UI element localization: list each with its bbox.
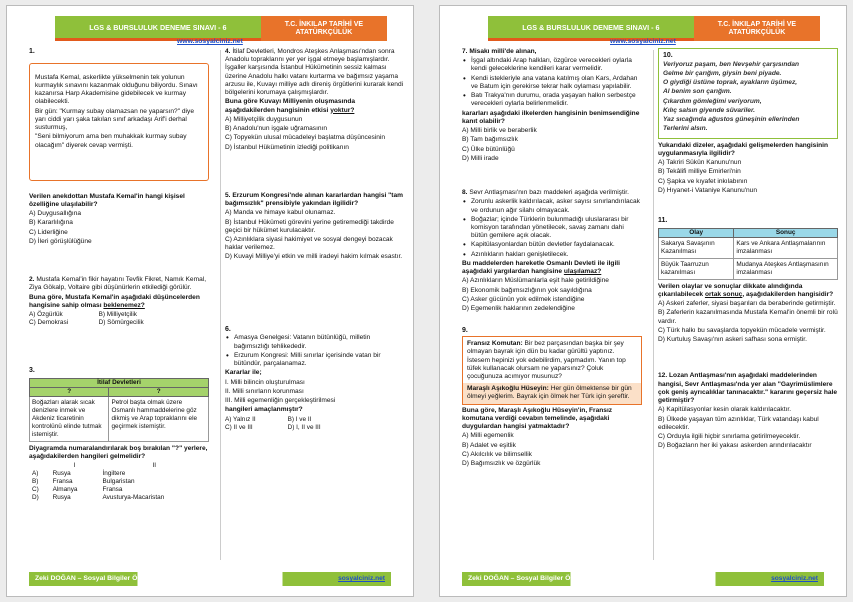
option-table: [29, 462, 209, 502]
exam-page-2: [439, 5, 847, 597]
option-a[interactable]: A) Rusya İngiltere: [32, 470, 126, 478]
poem-line: Yaz sıcağında ağustos güneşinin ellerinden: [663, 116, 800, 124]
table-cell-2: Petrol başta olmak üzere Osmanlı hammaddelerine göz dikmiş ve Arap topraklarını ele geçirmek istemiştir.: [109, 396, 209, 441]
option-b[interactable]: B) Milliyetçilik: [98, 311, 137, 319]
footer-site-link[interactable]: sosyalciniz.net: [338, 574, 385, 582]
option-d[interactable]: D) Bağımsızlık ve özgürlük: [462, 460, 541, 468]
exam-subject: T.C. İNKILAP TARİHİ VE ATATÜRKÇÜLÜK: [694, 16, 820, 41]
option-d[interactable]: D) Kuvayi Milliye'yi etkin ve milli iradeyi hakim kılmak esastır.: [225, 253, 403, 261]
question-stem: Erzurum Kongresi'nde alınan kararlardan hangisi "tam bağımsızlık" prensibiyle yakından ilgilidir?: [225, 191, 404, 208]
question-stem: Yukarıdaki dizeler, aşağıdaki gelişmelerden hangisinin uygulanmasıyla ilgilidir?: [658, 141, 829, 157]
events-table: [658, 228, 838, 280]
item-i: I. Milli bilincin oluşturulması: [225, 378, 305, 386]
anecdote-text-2: Bir gün: "Kurmay subay olamazsan ne yaparsın?" diye yarı ciddi yarı şaka takılan sınıf arkadaşı Arif'i derhal susturmuş,: [35, 107, 194, 132]
question-stem: Buna göre Kuvayı Milliyenin oluşmasında aşağıdakilerden hangisinin etkisi: [225, 98, 356, 114]
option-grid: [225, 416, 355, 432]
question-emphasis: ortak sonuç: [704, 291, 743, 299]
question-1: [29, 48, 209, 246]
question-9: [462, 327, 642, 468]
bullet-item: • Erzurum Kongresi: Milli sınırlar içerisinde vatan bir bütündür, parçalanamaz.: [225, 352, 405, 368]
question-number: 12.: [658, 372, 668, 380]
option-a[interactable]: A) Milli egemenlik: [462, 432, 514, 440]
option-d[interactable]: D) Boğazların her iki yakası askerden arındırılacaktır: [658, 442, 812, 450]
exam-title: LGS & BURSLULUK DENEME SINAVI - 6: [55, 16, 261, 41]
question-2: [29, 276, 209, 327]
footer-author: Zeki DOĞAN – Sosyal Bilgiler Öğretmeni: [468, 574, 600, 582]
question-number: 11.: [658, 217, 668, 225]
option-c[interactable]: C) Şapka ve kıyafet inkılabının: [658, 177, 748, 185]
table-header-2: ?: [109, 387, 209, 396]
question-5: [225, 192, 405, 262]
bullet-item: • Boğazlar; içinde Türklerin bulunmadığı uluslararası bir komisyon tarafından yönetilecek, savaş zamanı dahi bütün gemilere açık olacak.: [462, 216, 642, 241]
option-b[interactable]: B) Adalet ve eşitlik: [462, 441, 516, 449]
question-stem: kararları aşağıdaki ilkelerden hangisinin benimsendiğine kanıt olabilir?: [462, 109, 640, 125]
option-c[interactable]: C) Asker gücünün yok edilmek istendiğine: [462, 295, 585, 303]
option-a[interactable]: A) Duygusallığına: [29, 210, 82, 218]
table-cell: Kars ve Ankara Antlaşmalarının imzalanması: [734, 237, 838, 258]
question-stem-end: , aşağıdakilerden hangisidir?: [742, 291, 834, 299]
poem-line: O giydiği üstüne toprak, ayakların üşümez,: [663, 79, 798, 87]
site-link[interactable]: www.sosyalciniz.net: [610, 38, 676, 45]
question-intro: Kararlar ile;: [225, 369, 262, 377]
question-3: [29, 367, 209, 502]
question-12: [658, 372, 838, 450]
question-8: [462, 189, 642, 313]
question-emphasis: ulaşılamaz?: [563, 268, 602, 276]
question-emphasis: beklenemez?: [103, 301, 145, 309]
option-a[interactable]: A) Takriri Sükûn Kanunu'nun: [658, 159, 742, 167]
footer-site-link[interactable]: sosyalciniz.net: [771, 574, 818, 582]
question-4: [225, 48, 405, 152]
option-c[interactable]: C) Topyekün ulusal mücadeleyi başlatma düşüncesinin: [225, 134, 386, 142]
option-a[interactable]: A) Yalnız II: [225, 415, 256, 423]
column-divider: [220, 50, 221, 560]
footer-author: Zeki DOĞAN – Sosyal Bilgiler Öğretmeni: [35, 574, 167, 582]
option-d[interactable]: D) Hıyanet-i Vataniye Kanunu'nun: [658, 186, 758, 194]
speaker-2: Maraşlı Aşıkoğlu Hüseyin:: [467, 385, 549, 393]
option-a[interactable]: A) Milli birlik ve beraberlik: [462, 127, 537, 135]
option-c[interactable]: C) Almanya Fransa: [32, 486, 123, 494]
option-c[interactable]: C) Türk halkı bu savaşlarda topyekün mücadele vermiştir.: [658, 326, 826, 334]
bullet-item: • Amasya Genelgesi: Vatanın bütünlüğü, milletin bağımsızlığı tehlikededir.: [225, 334, 405, 350]
option-d[interactable]: D) Rusya Avusturya-Macaristan: [32, 494, 165, 502]
question-11: [658, 217, 838, 344]
dialogue-box: [462, 336, 642, 405]
option-c[interactable]: C) Akılcılık ve bilimsellik: [462, 450, 532, 458]
question-emphasis: yoktur?: [330, 106, 355, 114]
question-10: [658, 48, 838, 195]
poem-line: Veriyoruz paşam, ben Nevşehir çarşısından: [663, 60, 800, 68]
anecdote-box: [29, 63, 209, 181]
option-c[interactable]: C) Demokrasi: [29, 319, 69, 327]
option-a[interactable]: A) Özgürlük: [29, 311, 63, 319]
question-number: 2.: [29, 276, 35, 284]
bullet-item: • Zorunlu askerlik kaldırılacak, asker sayısı sınırlandırılacak ve ordunun ağır silahı olmayacak.: [462, 198, 642, 214]
option-b[interactable]: B) Fransa Bulgaristan: [32, 478, 135, 486]
question-title: Misakı milli'de alınan,: [469, 48, 537, 55]
option-a[interactable]: A) Manda ve himaye kabul olunamaz.: [225, 209, 336, 217]
site-link[interactable]: www.sosyalciniz.net: [177, 38, 243, 45]
option-d[interactable]: D) Sömürgecilik: [98, 319, 144, 327]
option-a[interactable]: A) Kapitülasyonlar kesin olarak kaldırılacaktır.: [658, 406, 792, 414]
question-number: 3.: [29, 367, 35, 375]
question-7: [462, 48, 642, 163]
option-c[interactable]: C) Liderliğine: [29, 228, 68, 236]
question-stem: Bu maddelerden hareketle Osmanlı Devleti ile ilgili aşağıdaki yargılardan hangisine: [462, 259, 620, 276]
option-list: [29, 210, 209, 246]
bullet-item: • Azınlıkların hakları genişletilecek.: [462, 251, 642, 259]
question-text: Mustafa Kemal'in fikir hayatını Tevfik Fikret, Namık Kemal, Ziya Gökalp, Voltaire gibi düşünürlerin etkilediği görülür.: [29, 276, 207, 292]
table-cell: Sakarya Savaşının Kazanılması: [659, 237, 734, 258]
question-number: 9.: [462, 327, 468, 335]
exam-page-1: [6, 5, 414, 597]
question-text: Sevr Antlaşması'nın bazı maddeleri aşağıda verilmiştir.: [469, 189, 629, 197]
poem-line: Gelme bir çarığım, giysin beni piyade.: [663, 69, 782, 77]
exam-title: LGS & BURSLULUK DENEME SINAVI - 6: [488, 16, 694, 41]
option-a[interactable]: A) Milliyetçilik duygusunun: [225, 115, 303, 123]
question-stem: Verilen olaylar ve sonuçlar dikkate alındığında çıkarılabilecek: [658, 282, 803, 299]
item-ii: II. Milli sınırların korunması: [225, 387, 304, 395]
option-d[interactable]: D) İleri görüşlülüğüne: [29, 237, 92, 245]
question-number: 7.: [462, 48, 468, 55]
option-d[interactable]: D) I, II ve III: [287, 423, 321, 431]
question-number: 8.: [462, 189, 468, 197]
anecdote-text: Mustafa Kemal, askerlikte yükselmenin tek yolunun kurmaylık sınavını kazanmak olduğunu biliyordu. Sınavı kazanırsa Harp Akademisine gidebilecek ve kurmay olabilecekti.: [35, 73, 198, 106]
question-stem: Diyagramda numaralandırılarak boş bırakılan "?" yerlere, aşağıdakilerden hangileri gelmelidir?: [29, 444, 208, 461]
option-b[interactable]: B) I ve II: [287, 415, 312, 423]
option-b[interactable]: B) İstanbul Hükümeti görevini yerine getiremediği takdirde geçici bir hükümet kurulacaktır.: [225, 218, 394, 234]
table-header-event: Olay: [659, 228, 734, 237]
option-c[interactable]: C) II ve III: [225, 423, 253, 431]
option-c[interactable]: C) Orduyla ilgili hiçbir sınırlama getirilmeyecektir.: [658, 433, 801, 441]
option-c[interactable]: C) Azınlıklara siyasi hakimiyet ve sosyal dengeyi bozacak haklar verilemez.: [225, 235, 393, 252]
option-b[interactable]: B) Zaferlerin kazanılmasında Mustafa Kemal'in önemli bir rolü vardır.: [658, 309, 838, 325]
question-number: 5.: [225, 191, 231, 199]
column-i: I: [73, 462, 76, 470]
option-d[interactable]: D) İstanbul Hükümetinin izlediği politikanın: [225, 143, 349, 151]
poem-line: Kılıç salsın giyende süvariler.: [663, 106, 755, 114]
question-stem: Verilen anekdottan Mustafa Kemal'in hangi kişisel özelliğine ulaşılabilir?: [29, 192, 185, 208]
option-c[interactable]: C) Ülke bütünlüğü: [462, 145, 515, 153]
bullet-item: • Kapitülasyonlardan bütün devletler faydalanacak.: [462, 241, 642, 249]
exam-subject: T.C. İNKILAP TARİHİ VE ATATÜRKÇÜLÜK: [261, 16, 387, 41]
page-footer: [29, 572, 391, 586]
poem-line: Terlerini alsın.: [663, 125, 708, 133]
bullet-item: • Batı Trakya'nın durumu, orada yaşayan halkın serbestçe verecekleri oylarla belirlenmelidir.: [462, 92, 642, 108]
table-cell: Büyük Taarruzun kazanılması: [659, 258, 734, 279]
table-title: İtilaf Devletleri: [30, 378, 209, 387]
bullet-item: • İşgal altındaki Arap halkları, özgürce verecekleri oylarla kendi geleceklerine kendileri karar vermelidir.: [462, 57, 642, 73]
poem-box: [658, 48, 838, 139]
option-b[interactable]: B) Tekâlifi milliye Emirleri'nin: [658, 168, 741, 176]
entente-table: [29, 378, 209, 442]
question-number: 1.: [29, 48, 35, 55]
question-number: 4.: [225, 48, 231, 55]
speaker-1: Fransız Komutan:: [467, 340, 523, 348]
table-header-result: Sonuç: [734, 228, 838, 237]
question-stem: Buna göre, Mustafa Kemal'in aşağıdaki düşüncelerden hangisine sahip olması: [29, 293, 200, 309]
item-iii: III. Milli egemenliğin gerçekleştirilmesi: [225, 397, 336, 405]
question-stem: Buna göre, Maraşlı Aşıkoğlu Hüseyin'in, Fransız komutana verdiği cevabın temelinde, aşağıdaki duygulardan hangisi yatmaktadır?: [462, 406, 613, 431]
option-d[interactable]: D) Kurtuluş Savaşı'nın askeri safhası sona ermiştir.: [658, 336, 807, 344]
option-b[interactable]: B) Anadolu'nun işgale uğramasının: [225, 125, 328, 133]
question-stem: Lozan Antlaşması'nın aşağıdaki maddelerinden hangisi, Sevr Antlaşması'nda yer alan "Gayrimüslimlere çok geniş ayrıcalıklar tanınacaktır." kararını geçersiz hale getirmiştir?: [658, 372, 838, 405]
poem-line: Çıkardım gömleğimi veriyorum,: [663, 97, 762, 105]
poem-line: Al benim son çarığım.: [663, 88, 732, 96]
left-column: [462, 48, 642, 469]
question-6: [225, 326, 405, 432]
speech-2: Her gün ölmektense bir gün ölmeyi yeğlerim. Bayrak için ölmek her Türk için şereftir.: [467, 385, 632, 401]
right-column: [658, 48, 838, 452]
table-cell-1: Boğazları alarak sıcak denizlere inmek ve Akdeniz ticaretinin kontrolünü elinde tutmak istemiştir.: [30, 396, 109, 441]
option-a[interactable]: A) Azınlıkların Müslümanlarla eşit hale getirildiğine: [462, 277, 609, 285]
option-d[interactable]: D) Milli irade: [462, 154, 499, 162]
option-b[interactable]: B) Ekonomik bağımsızlığının yok sayıldığına: [462, 286, 592, 294]
option-b[interactable]: B) Ülkede yaşayan tüm azınlıklar, Türk vatandaşı kabul edilecektir.: [658, 415, 819, 431]
column-divider: [653, 50, 654, 560]
bullet-item: • Kendi istekleriyle ana vatana katılmış olan Kars, Ardahan ve Batum için gerekirse tekrar halk oylaması yapılabilir.: [462, 75, 642, 91]
option-grid: [29, 311, 179, 327]
anecdote-text-3: "Seni bilmiyorum ama ben muhakkak kurmay subay olacağım" diyerek cevap vermişti.: [35, 133, 187, 149]
right-column: [225, 48, 405, 432]
table-header-1: ?: [30, 387, 109, 396]
speech-1: Bir bez parçasından başka bir şey olmayan bayrak için dün bu kadar gürültü yaptınız. İstesem hepinizi yok edebilirdim, yapmadım. Yanın top tüfek kullanacak olursam ne yaparsınız? Çoluk çocuğunuza acımıyor musunuz?: [467, 340, 626, 381]
question-stem: hangileri amaçlanmıştır?: [225, 406, 303, 414]
question-number: 10.: [663, 52, 673, 59]
table-cell: Mudanya Ateşkes Antlaşmasının imzalanması: [734, 258, 838, 279]
option-b[interactable]: B) Kararlılığına: [29, 219, 73, 227]
option-a[interactable]: A) Askeri zaferler, siyasi başarıları da beraberinde getirmiştir.: [658, 300, 836, 308]
question-number: 6.: [225, 325, 231, 333]
column-ii: II: [152, 462, 157, 470]
option-d[interactable]: D) Egemenlik haklarının zedelendiğine: [462, 305, 575, 313]
question-text: İtilaf Devletleri, Mondros Ateşkes Anlaşması'ndan sonra Anadolu topraklarını yer yer işgal etmeye başlamışlardır. İşgaller karşısında İstanbul Hükümetinin sessiz kalması üzerine Anadolu halkı vatanı kurtarma ve bağımsız yaşama arzusu ile, Kuvayı milliye adlı direniş örgütlerini kurarak kendi bölgelerini korumaya çalışmışlardır.: [225, 48, 404, 97]
left-column: [29, 48, 209, 502]
page-footer: [462, 572, 824, 586]
option-b[interactable]: B) Tam bağımsızlık: [462, 136, 518, 144]
